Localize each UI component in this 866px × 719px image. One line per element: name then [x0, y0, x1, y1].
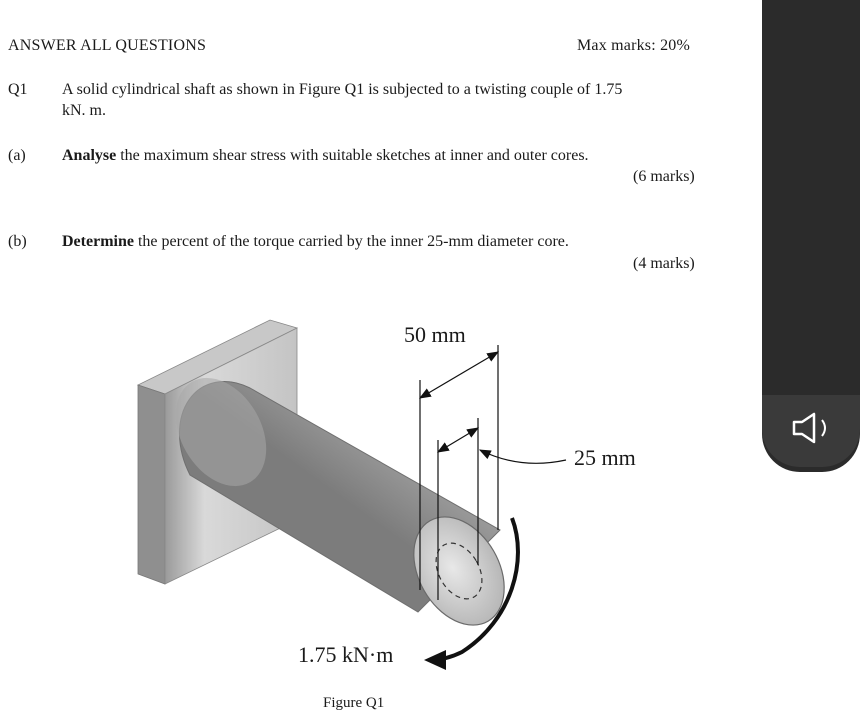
part-a-marks: (6 marks) [633, 168, 695, 185]
part-a-label: (a) [8, 147, 26, 164]
question-number: Q1 [8, 81, 28, 98]
part-b-label: (b) [8, 233, 27, 250]
part-a-verb: Analyse [62, 147, 117, 164]
speaker-icon[interactable] [790, 408, 834, 448]
outer-diameter-label: 50 mm [404, 322, 466, 347]
side-panel [762, 0, 860, 472]
header-title: ANSWER ALL QUESTIONS [8, 37, 207, 54]
max-marks: Max marks: 20% [577, 37, 691, 54]
question-text-line1: A solid cylindrical shaft as shown in Figure Q1 is subjected to a twisting couple of 1.75 [62, 81, 623, 98]
part-a-body: the maximum shear stress with suitable sketches at inner and outer cores. [116, 147, 589, 164]
part-b-marks: (4 marks) [633, 255, 695, 272]
part-b-verb: Determine [62, 233, 134, 250]
part-b-body: the percent of the torque carried by the inner 25-mm diameter core. [133, 233, 569, 250]
figure-caption: Figure Q1 [323, 695, 385, 711]
inner-diameter-label: 25 mm [574, 445, 636, 470]
question-text-line2: kN. m. [62, 102, 106, 119]
torque-label: 1.75 kN·m [298, 642, 394, 667]
